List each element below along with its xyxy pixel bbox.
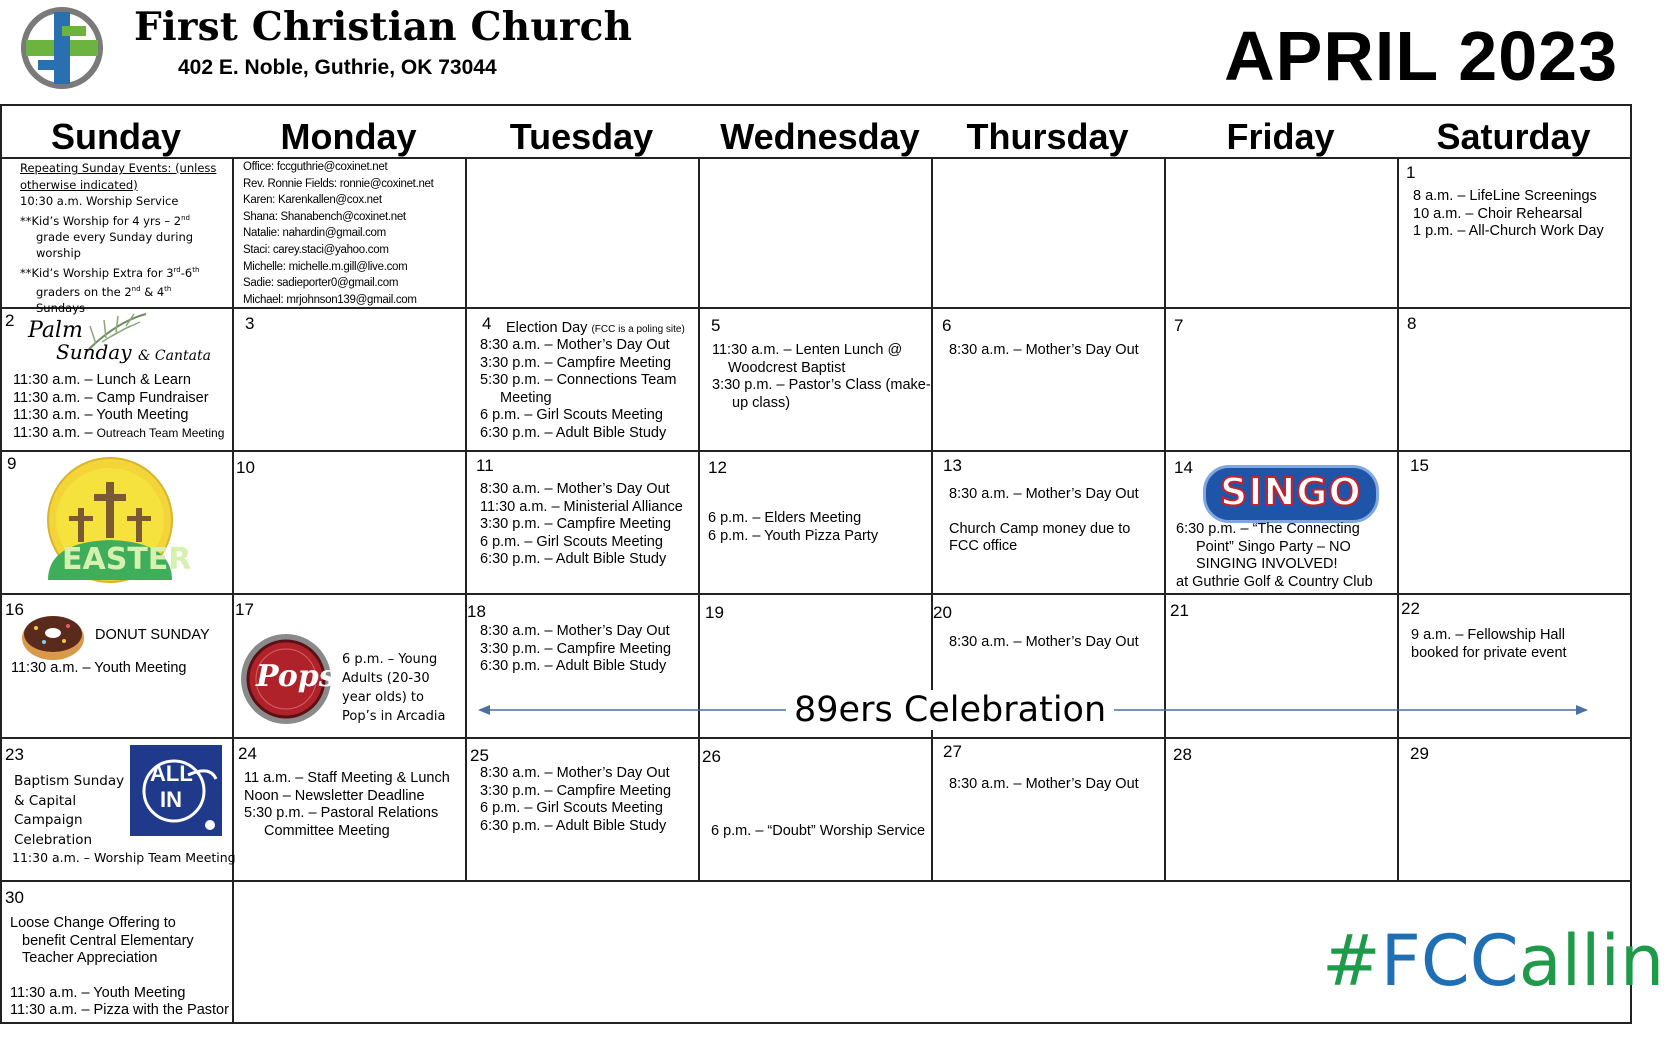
day-number: 6 bbox=[942, 316, 952, 335]
day-events: 8:30 a.m. – Mother’s Day Out bbox=[949, 776, 1139, 792]
day-number: 15 bbox=[1410, 456, 1429, 475]
day-events: 6 p.m. – Elders Meeting 6 p.m. – Youth Pizza Party bbox=[708, 510, 879, 544]
day-number: 29 bbox=[1410, 744, 1429, 763]
day-events: Loose Change Offering to benefit Central Elementary Teacher Appreciation 11:30 a.m. – Youth Meeting 11:30 a.m. – Pizza with the Pastor bbox=[10, 915, 229, 1018]
weekday-header: Saturday bbox=[1436, 116, 1591, 157]
day-number: 4 bbox=[482, 314, 492, 333]
day-number: 24 bbox=[238, 744, 257, 763]
day-events: 8 a.m. – LifeLine Screenings 10 a.m. – Choir Rehearsal 1 p.m. – All-Church Work Day bbox=[1413, 188, 1604, 239]
day-events: 8:30 a.m. – Mother’s Day Out bbox=[949, 342, 1139, 358]
weekday-header: Tuesday bbox=[509, 116, 654, 157]
day-number: 20 bbox=[933, 603, 952, 622]
day-number: 22 bbox=[1401, 599, 1420, 618]
day-events: 9 a.m. – Fellowship Hall booked for private event bbox=[1411, 627, 1567, 661]
pops-logo: Pops bbox=[240, 633, 332, 725]
church-logo bbox=[20, 6, 104, 90]
day-events: 6 p.m. – Young Adults (20-30 year olds) to Pop’s in Arcadia bbox=[342, 652, 446, 724]
day-number: 21 bbox=[1170, 601, 1189, 620]
weekday-header: Friday bbox=[1226, 116, 1335, 157]
weekday-header: Thursday bbox=[966, 116, 1129, 157]
day-number: 14 bbox=[1174, 458, 1193, 477]
day-events: 11 a.m. – Staff Meeting & Lunch Noon – Newsletter Deadline 5:30 p.m. – Pastoral Relations Committee Meeting bbox=[244, 770, 450, 839]
day-number: 13 bbox=[943, 456, 962, 475]
day-number: 16 bbox=[5, 600, 24, 619]
day-number: 18 bbox=[467, 602, 486, 621]
donut-icon bbox=[20, 608, 86, 662]
sunday-intro: Repeating Sunday Events: (unless otherwise indicated) 10:30 a.m. Worship Service **Kid’s Worship for 4 yrs – 2nd grade every Sunday during worship **Kid’s Worship Extra for 3rd-6th graders on the 2nd & 4th Sundays bbox=[20, 161, 217, 316]
day-events: 8:30 a.m. – Mother’s Day Out 3:30 p.m. – Campfire Meeting 6 p.m. – Girl Scouts Meeting 6:30 p.m. – Adult Bible Study bbox=[480, 765, 672, 834]
church-name: First Christian Church bbox=[134, 4, 633, 50]
day-footer: 11:30 a.m. – Worship Team Meeting bbox=[12, 850, 236, 865]
day-events: 8:30 a.m. – Mother’s Day Out 3:30 p.m. – Campfire Meeting 5:30 p.m. – Connections Team Meeting 6 p.m. – Girl Scouts Meeting 6:30 p.m. – Adult Bible Study bbox=[480, 337, 677, 441]
day-events: Baptism Sunday & Capital Campaign Celebration bbox=[14, 773, 125, 848]
easter-image: EASTER bbox=[44, 462, 178, 580]
day-events: 8:30 a.m. – Mother’s Day Out bbox=[949, 634, 1139, 650]
day-events: 6:30 p.m. – “The Connecting Point” Singo Party – NO SINGING INVOLVED! at Guthrie Golf & Country Club bbox=[1176, 521, 1373, 590]
church-address: 402 E. Noble, Guthrie, OK 73044 bbox=[178, 56, 497, 79]
day-number: 23 bbox=[5, 745, 24, 764]
day-number: 12 bbox=[708, 458, 727, 477]
day-number: 28 bbox=[1173, 745, 1192, 764]
day-number: 9 bbox=[7, 454, 17, 473]
span-event-label: 89ers Celebration bbox=[786, 690, 1114, 730]
day-number: 1 bbox=[1406, 163, 1416, 182]
day-number: 26 bbox=[702, 747, 721, 766]
day-number: 2 bbox=[5, 311, 15, 330]
day-events: 11:30 a.m. – Youth Meeting bbox=[11, 660, 187, 676]
day-number: 17 bbox=[235, 600, 254, 619]
staff-contacts: Office: fccguthrie@coxinet.net Rev. Ronnie Fields: ronnie@coxinet.net Karen: Karenkallen@cox.net Shana: Shanabench@coxinet.net Natalie: nahardin@gmail.com Staci: carey.staci@yahoo.com Michelle: michelle.m.gill@live.com Sadie: sadieporter0@gmail.com Michael: mrjohnson139@gmail.com bbox=[243, 161, 434, 306]
palm-sunday-image: Palm Sunday & Cantata bbox=[26, 312, 226, 372]
day-title: DONUT SUNDAY bbox=[95, 627, 210, 643]
day-number: 19 bbox=[705, 603, 724, 622]
day-number: 8 bbox=[1407, 314, 1417, 333]
day-events: 8:30 a.m. – Mother’s Day Out Church Camp money due to FCC office bbox=[949, 486, 1139, 554]
singo-logo: SINGO bbox=[1203, 465, 1379, 523]
day-number: 3 bbox=[245, 314, 255, 333]
day-number: 30 bbox=[5, 888, 24, 907]
day-number: 7 bbox=[1174, 316, 1184, 335]
day-number: 5 bbox=[711, 316, 721, 335]
day-events: 8:30 a.m. – Mother’s Day Out 11:30 a.m. – Ministerial Alliance 3:30 p.m. – Campfire Meeting 6 p.m. – Girl Scouts Meeting 6:30 p.m. – Adult Bible Study bbox=[480, 481, 683, 567]
weekday-header: Wednesday bbox=[720, 116, 920, 157]
all-in-logo: ALL IN bbox=[130, 745, 222, 836]
day-number: 25 bbox=[470, 746, 489, 765]
weekday-header: Sunday bbox=[50, 116, 182, 157]
day-events: 11:30 a.m. – Lenten Lunch @ Woodcrest Baptist 3:30 p.m. – Pastor’s Class (make- up class) bbox=[712, 342, 931, 411]
day-title: Election Day (FCC is a poling site) bbox=[506, 320, 685, 336]
day-events: 11:30 a.m. – Lunch & Learn 11:30 a.m. – Camp Fundraiser 11:30 a.m. – Youth Meeting 11:30 a.m. – Outreach Team Meeting bbox=[13, 372, 225, 441]
day-events: 6 p.m. – “Doubt” Worship Service bbox=[711, 823, 926, 839]
day-number: 11 bbox=[476, 456, 494, 475]
day-number: 10 bbox=[236, 458, 255, 477]
month-title: APRIL 2023 bbox=[1224, 17, 1618, 95]
day-number: 27 bbox=[943, 742, 962, 761]
day-events: 8:30 a.m. – Mother’s Day Out 3:30 p.m. – Campfire Meeting 6:30 p.m. – Adult Bible Study bbox=[480, 623, 672, 674]
weekday-header: Monday bbox=[280, 116, 417, 157]
hashtag: #FCCallin bbox=[1322, 920, 1664, 1002]
